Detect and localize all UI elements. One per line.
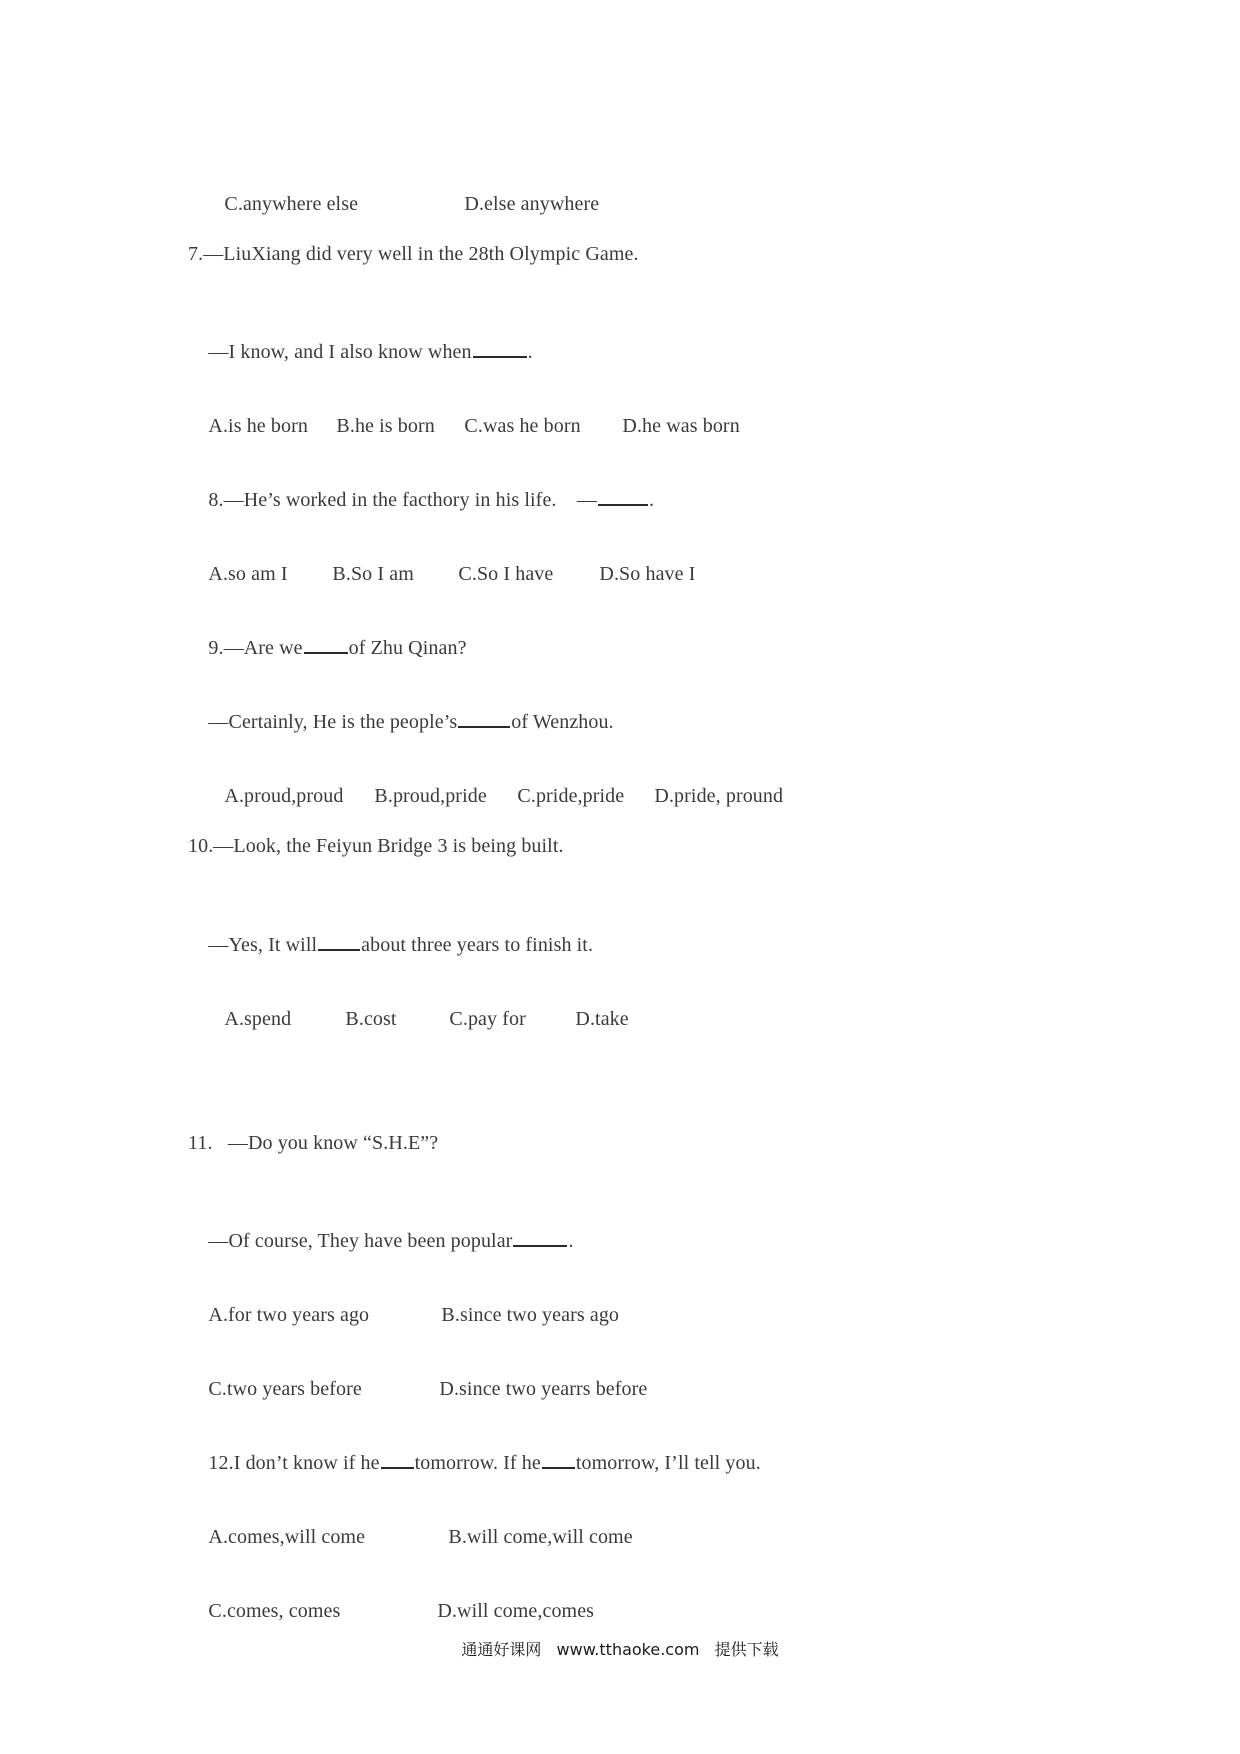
option-d: D.So have I bbox=[599, 563, 696, 585]
q11-response-text: —Of course, They have been popular bbox=[208, 1230, 513, 1252]
answer-blank bbox=[318, 933, 360, 951]
page-footer bbox=[0, 1637, 1240, 1660]
q12-question bbox=[188, 1427, 761, 1499]
option-a: A.comes,will come bbox=[208, 1526, 366, 1548]
option-a: A.spend bbox=[224, 1008, 292, 1030]
option-c: C.pay for bbox=[449, 1008, 526, 1030]
option-b: B.So I am bbox=[332, 563, 414, 585]
q12-question-part3: tomorrow, I’ll tell you. bbox=[575, 1452, 761, 1474]
q9-question-end: of Zhu Qinan? bbox=[348, 637, 467, 659]
option-c: C.was he born bbox=[464, 415, 581, 437]
option-c: C.comes, comes bbox=[208, 1600, 341, 1622]
answer-blank bbox=[473, 340, 527, 358]
answer-blank bbox=[458, 710, 510, 728]
option-d: D.else anywhere bbox=[464, 193, 600, 215]
q6-options-row2 bbox=[204, 168, 599, 240]
option-b: B.cost bbox=[345, 1008, 397, 1030]
q12-question-part1: 12.I don’t know if he bbox=[208, 1452, 380, 1474]
q8-question-end: . bbox=[649, 489, 655, 511]
option-a: A.for two years ago bbox=[208, 1304, 370, 1326]
option-c: C.two years before bbox=[208, 1378, 362, 1400]
option-d: D.take bbox=[575, 1008, 629, 1030]
q7-response-text: —I know, and I also know when bbox=[208, 341, 472, 363]
q10-options bbox=[204, 983, 629, 1055]
option-a: A.is he born bbox=[208, 415, 308, 437]
q11-options-row2 bbox=[188, 1353, 647, 1425]
option-b: B.he is born bbox=[336, 415, 435, 437]
q11-question: 11. —Do you know “S.H.E”? bbox=[188, 1132, 439, 1154]
q11-response-end: . bbox=[568, 1230, 574, 1252]
option-d: D.he was born bbox=[622, 415, 740, 437]
answer-blank bbox=[381, 1451, 414, 1469]
q11-response bbox=[188, 1205, 574, 1277]
option-d: D.will come,comes bbox=[437, 1600, 595, 1622]
option-c: C.anywhere else bbox=[224, 193, 359, 215]
q9-question bbox=[188, 612, 467, 684]
answer-blank bbox=[598, 488, 648, 506]
option-c: C.So I have bbox=[458, 563, 554, 585]
option-b: B.proud,pride bbox=[374, 785, 487, 807]
q7-options bbox=[188, 390, 740, 462]
footer-url-link[interactable]: www.tthaoke.com bbox=[556, 1640, 700, 1659]
q8-question bbox=[188, 464, 654, 536]
option-c: C.pride,pride bbox=[517, 785, 625, 807]
q10-question: 10.—Look, the Feiyun Bridge 3 is being built. bbox=[188, 835, 564, 857]
answer-blank bbox=[304, 636, 348, 654]
q7-question: 7.—LiuXiang did very well in the 28th Olympic Game. bbox=[188, 243, 639, 265]
q8-question-text: 8.—He’s worked in the facthory in his life. — bbox=[208, 489, 598, 511]
q9-options bbox=[204, 760, 783, 832]
option-d: D.since two yearrs before bbox=[439, 1378, 648, 1400]
q12-options-row1 bbox=[188, 1501, 633, 1573]
answer-blank bbox=[542, 1451, 575, 1469]
q10-response-text: —Yes, It will bbox=[208, 934, 318, 956]
q11-options-row1 bbox=[188, 1279, 619, 1351]
option-a: A.so am I bbox=[208, 563, 288, 585]
option-b: B.since two years ago bbox=[441, 1304, 620, 1326]
q9-response-text: —Certainly, He is the people’s bbox=[208, 711, 458, 733]
q9-response-end: of Wenzhou. bbox=[511, 711, 614, 733]
q12-question-part2: tomorrow. If he bbox=[414, 1452, 541, 1474]
q10-response bbox=[188, 909, 593, 981]
q7-response-end: . bbox=[527, 341, 533, 363]
option-a: A.proud,proud bbox=[224, 785, 344, 807]
q9-response bbox=[188, 686, 614, 758]
q8-options bbox=[188, 538, 696, 610]
footer-note: 提供下载 bbox=[714, 1640, 779, 1659]
q7-response bbox=[188, 316, 533, 388]
option-b: B.will come,will come bbox=[448, 1526, 633, 1548]
answer-blank bbox=[513, 1229, 567, 1247]
q9-question-text: 9.—Are we bbox=[208, 637, 303, 659]
option-d: D.pride, pround bbox=[654, 785, 784, 807]
footer-site-name: 通通好课网 bbox=[461, 1640, 542, 1659]
q10-response-end: about three years to finish it. bbox=[361, 934, 594, 956]
